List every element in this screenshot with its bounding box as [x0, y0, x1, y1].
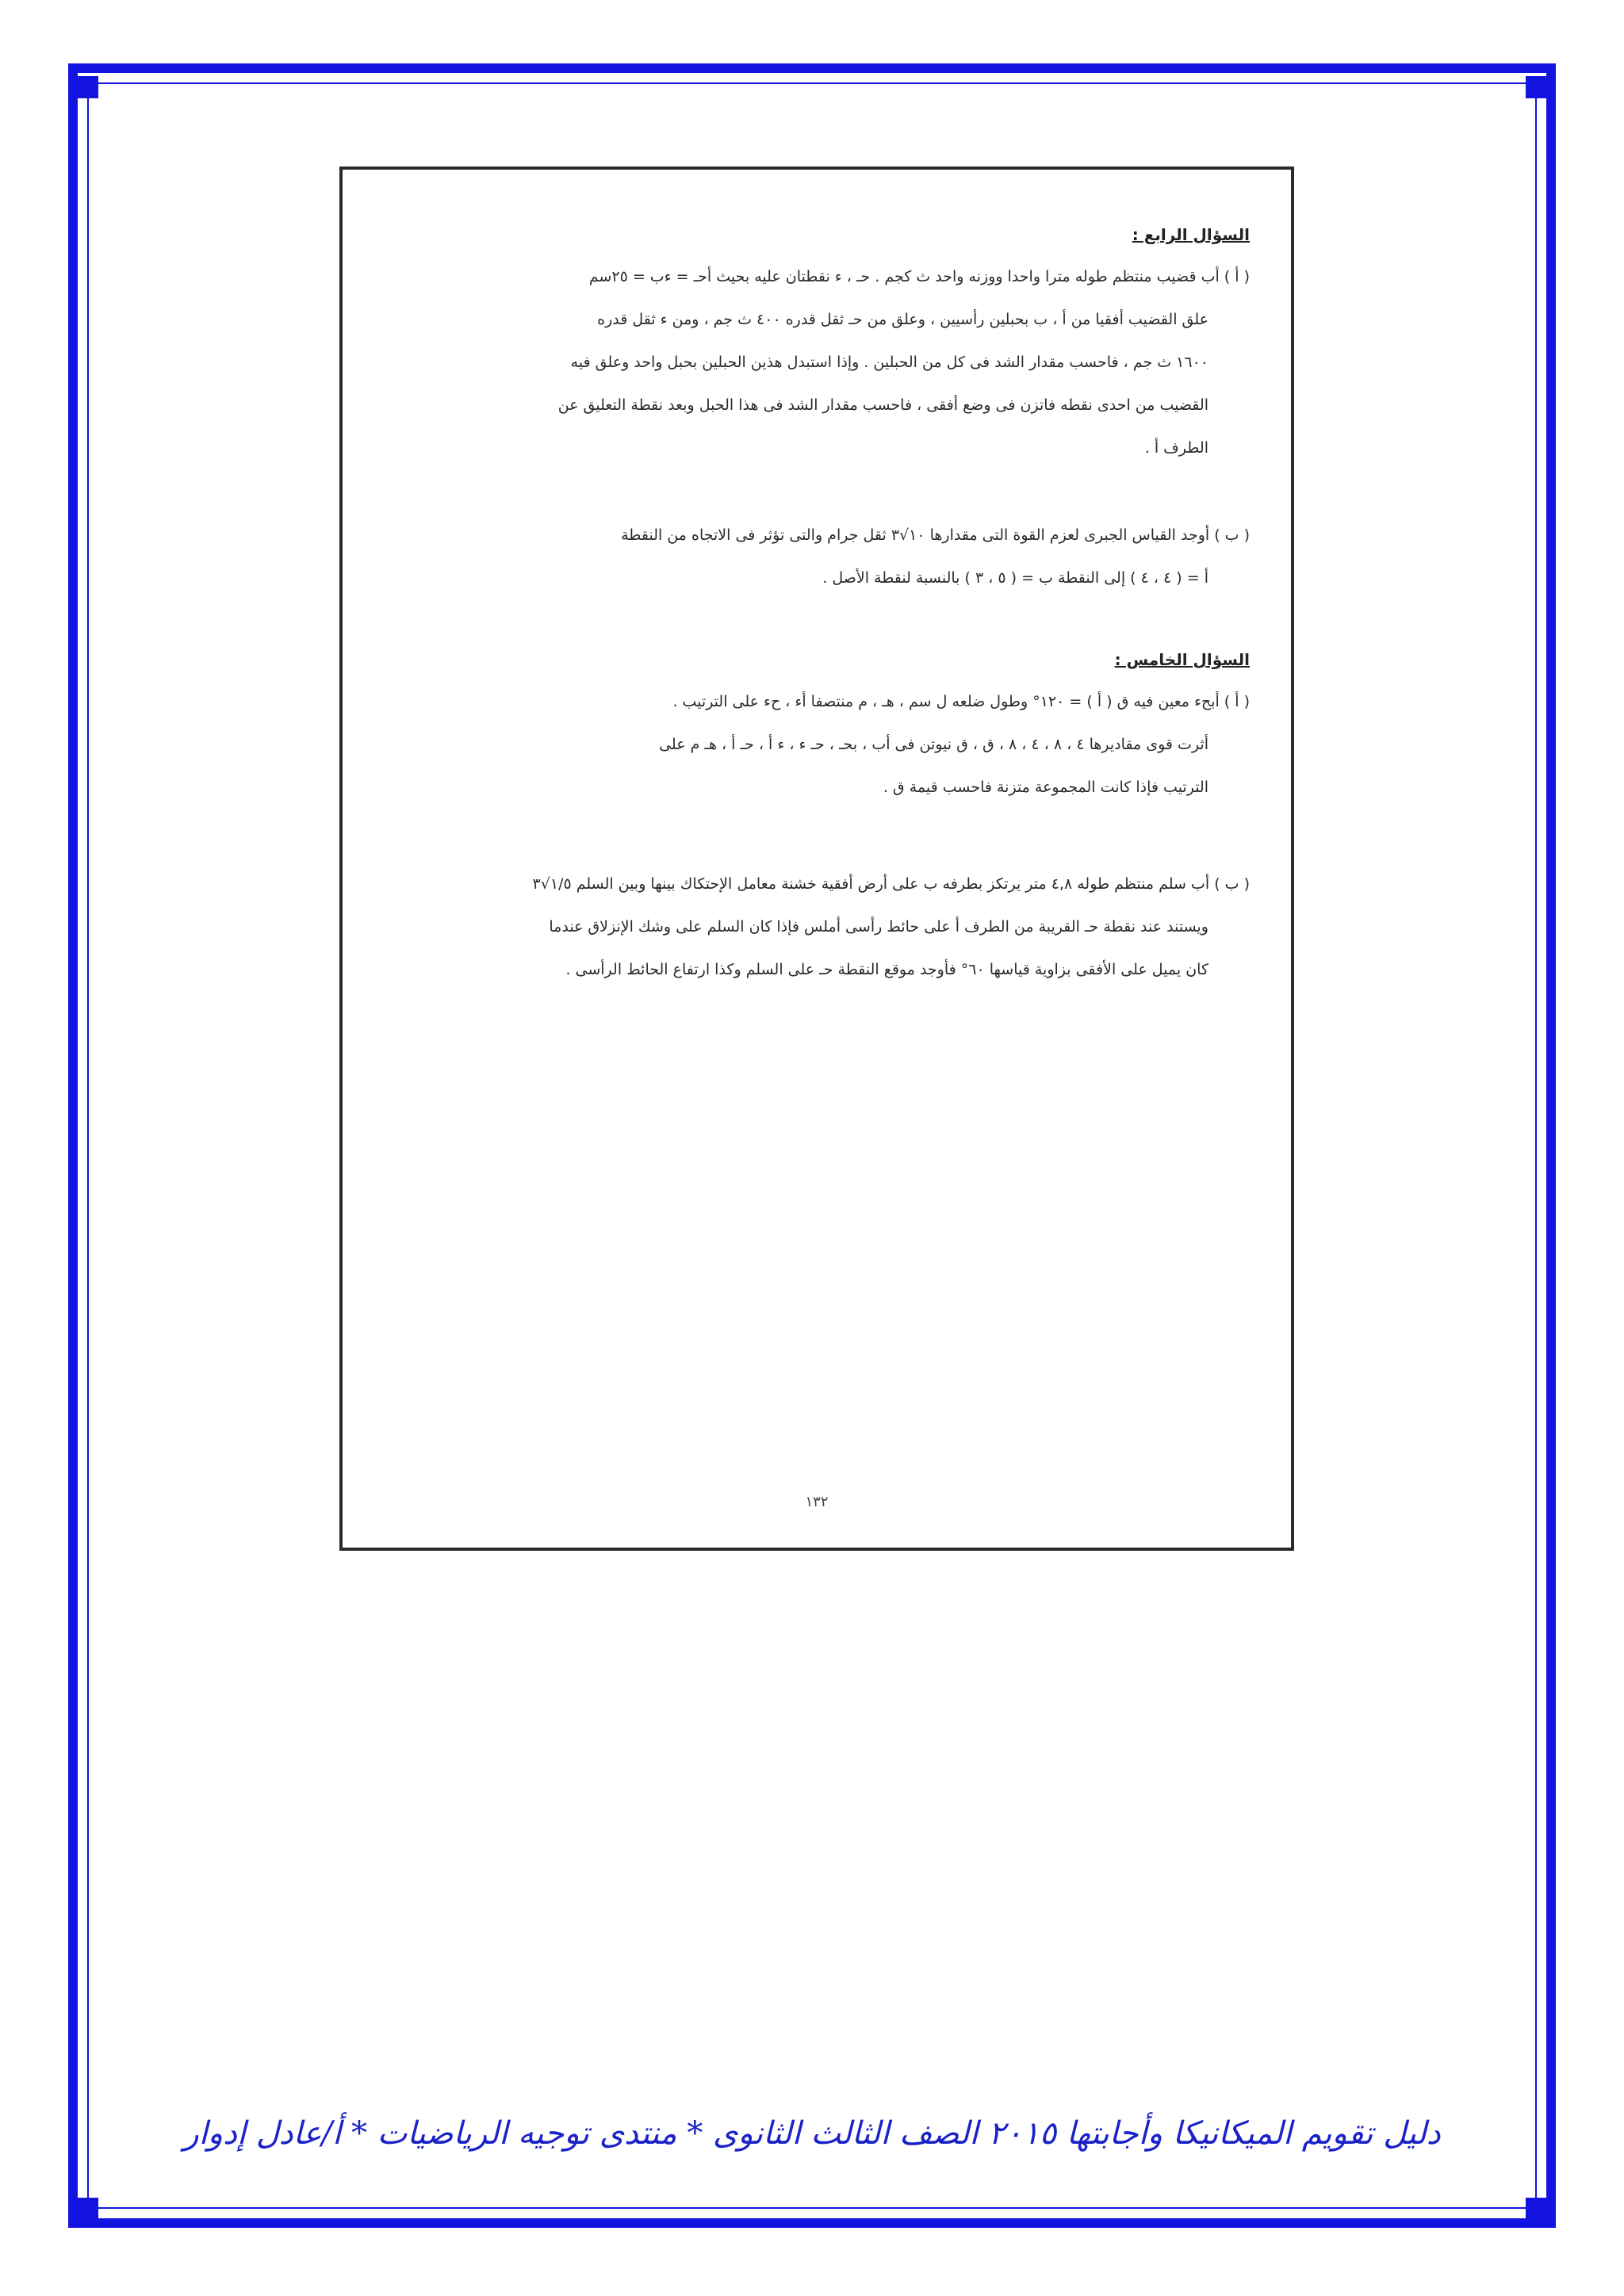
question-line: ( ب ) أب سلم منتظم طوله ٤,٨ متر يرتكز بطرفه ب على أرض أفقية خشنة معامل الإحتكاك بينها وبين السلم ١/٥√٣	[532, 875, 1250, 893]
footer-caption: دليل تقويم الميكانيكا وأجابتها ٢٠١٥ الصف الثالث الثانوى * منتدى توجيه الرياضيات * أ/عادل إدوار	[183, 2115, 1441, 2152]
question-line: ( أ ) أب قضيب منتظم طوله مترا واحدا ووزنه واحد ث كجم . حـ ، ء نقطتان عليه بحيث أحـ = ءب = ٢٥سم	[588, 268, 1250, 285]
question-5-part-a	[390, 680, 1250, 809]
question-line: كان يميل على الأفقى بزاوية قياسها ٦٠° فأوجد موقع النقطة حـ على السلم وكذا ارتفاع الحائط الرأسى .	[565, 961, 1208, 978]
page-number: ١٣٢	[805, 1494, 829, 1510]
question-line: علق القضيب أفقيا من أ ، ب بحبلين رأسيين ، وعلق من حـ ثقل قدره ٤٠٠ ث جم ، ومن ء ثقل قدره	[597, 311, 1208, 328]
exam-content	[390, 225, 1250, 1005]
question-4-part-a	[390, 255, 1250, 469]
question-line: ( أ ) أبحء معين فيه ق ( أ ) = ١٢٠° وطول ضلعه ل سم ، هـ ، م منتصفا أء ، حء على الترتيب .	[672, 693, 1250, 710]
frame-corner-ornament	[1526, 76, 1548, 98]
frame-corner-ornament	[76, 2198, 98, 2220]
frame-corner-ornament	[1526, 2198, 1548, 2220]
question-5-part-b	[390, 863, 1250, 991]
question-line: أثرت قوى مقاديرها ٤ ، ٨ ، ٤ ، ٨ ، ق ، ق نيوتن فى أب ، بحـ ، حـ ء ، ء أ ، حـ أ ، هـ م على	[659, 736, 1208, 753]
question-line: ١٦٠٠ ث جم ، فاحسب مقدار الشد فى كل من الحبلين . وإذا استبدل هذين الحبلين بحبل واحد وعلق فيه	[570, 354, 1208, 371]
question-line: ( ب ) أوجد القياس الجبرى لعزم القوة التى مقدارها ١٠√٣ ثقل جرام والتى تؤثر فى الاتجاه من النقطة	[621, 526, 1250, 544]
exam-page	[339, 166, 1294, 1551]
question-line: ويستند عند نقطة حـ القريبة من الطرف أ على حائط رأسى أملس فإذا كان السلم على وشك الإنزلاق عندما	[549, 918, 1208, 936]
question-4-part-b	[390, 514, 1250, 599]
question-5-title: السؤال الخامس :	[1114, 650, 1250, 669]
question-line: الترتيب فإذا كانت المجموعة متزنة فاحسب قيمة ق .	[883, 779, 1208, 796]
question-line: أ = ( ٤ ، ٤ ) إلى النقطة ب = ( ٥ ، ٣ ) بالنسبة لنقطة الأصل .	[822, 569, 1208, 587]
question-line: القضيب من احدى نقطه فاتزن فى وضع أفقى ، فاحسب مقدار الشد فى هذا الحبل وبعد نقطة التعليق عن	[557, 396, 1208, 414]
question-4-title: السؤال الرابع :	[1132, 225, 1250, 244]
question-line: الطرف أ .	[1144, 439, 1208, 457]
frame-corner-ornament	[76, 76, 98, 98]
